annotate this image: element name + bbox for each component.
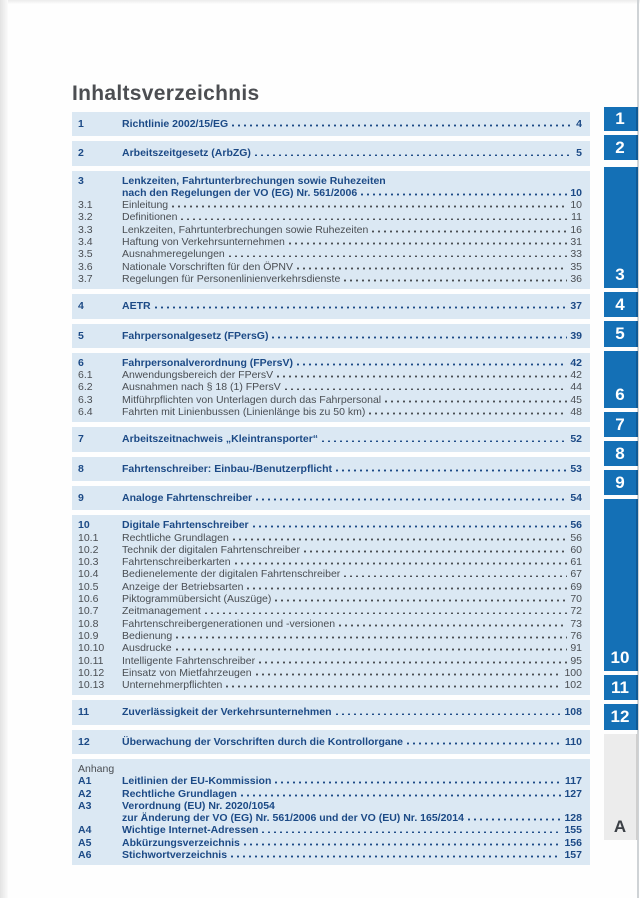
dot-leader: [174, 643, 568, 651]
toc-row: [78, 492, 582, 504]
toc-group: [72, 112, 590, 136]
toc-row: [78, 381, 582, 393]
toc-row: [78, 175, 582, 200]
page-number: 128: [564, 812, 582, 825]
toc-group: [72, 486, 590, 510]
chapter-tab-3: 3: [604, 167, 638, 288]
toc-entry: [122, 236, 582, 248]
dot-leader: [370, 225, 567, 233]
toc-row: [78, 261, 582, 273]
toc-row: [78, 300, 582, 312]
entry-title: Haftung von Verkehrsunternehmen: [122, 236, 285, 249]
entry-title: Rechtliche Grundlagen: [122, 787, 237, 800]
page-number: 95: [570, 654, 582, 667]
toc-group: [72, 457, 590, 481]
dot-leader: [245, 582, 567, 590]
entry-title: Rechtliche Grundlagen: [122, 531, 229, 544]
chapter-tab-8: 8: [604, 441, 638, 466]
chapter-number: 10.5: [78, 580, 99, 593]
page-number: 42: [570, 356, 582, 369]
chapter-tab-12: 12: [604, 704, 638, 730]
entry-title: Fahrtenschreiber: Einbau-/Benutzerpflicht: [122, 462, 333, 475]
toc-entry: [122, 849, 582, 861]
toc-entry: [122, 736, 582, 748]
toc-row: [78, 605, 582, 617]
entry-title: Fahrpersonalgesetz (FPersG): [122, 329, 269, 342]
chapter-number: 11: [78, 706, 90, 719]
toc-entry: [122, 224, 582, 236]
dot-leader: [230, 119, 573, 127]
page-number: 37: [570, 300, 582, 313]
chapter-number: 10.13: [78, 679, 105, 692]
entry-title: Fahrtenschreibergenerationen und -versionen: [122, 617, 336, 630]
chapter-number: 3.3: [78, 223, 93, 236]
chapter-tab-2: 2: [604, 135, 638, 160]
toc-group: [72, 700, 590, 724]
toc-row: [78, 679, 582, 691]
entry-title: Nationale Vorschriften für den ÖPNV: [122, 260, 294, 273]
dot-leader: [251, 520, 568, 528]
chapter-number: 3.6: [78, 260, 93, 273]
dot-leader: [260, 825, 561, 833]
dot-leader: [342, 569, 567, 577]
toc-entry: [122, 406, 582, 418]
chapter-tab-5: 5: [604, 321, 638, 347]
chapter-number: 10.2: [78, 543, 99, 556]
page-title: Inhaltsverzeichnis: [72, 82, 260, 105]
page-number: 155: [564, 824, 582, 837]
chapter-number: 12: [78, 735, 90, 748]
toc-row: [78, 118, 582, 130]
page-number: 48: [570, 406, 582, 419]
page-number: 54: [570, 491, 582, 504]
dot-leader: [203, 606, 568, 614]
dot-leader: [242, 838, 562, 846]
toc-row: [78, 147, 582, 159]
toc-group: [72, 515, 590, 695]
entry-title: AETR: [122, 300, 151, 313]
toc-groups: [72, 112, 590, 865]
page-number: 70: [570, 593, 582, 606]
chapter-number: A2: [78, 787, 92, 800]
dot-leader: [295, 262, 567, 270]
dot-leader: [257, 656, 567, 664]
page-number: 67: [570, 568, 582, 581]
entry-title: Ausnahmen nach § 18 (1) FPersV: [122, 381, 281, 394]
entry-title: Intelligente Fahrtenschreiber: [122, 654, 256, 667]
toc-entry: [122, 381, 582, 393]
toc-entry: [122, 544, 582, 556]
toc-row: [78, 849, 582, 861]
entry-title: Anzeige der Betriebsarten: [122, 580, 244, 593]
page-number: 61: [570, 556, 582, 569]
page-number: 100: [564, 666, 582, 679]
toc-row: [78, 199, 582, 211]
toc-row: [78, 273, 582, 285]
chapter-number: 2: [78, 147, 84, 160]
dot-leader: [334, 464, 567, 472]
page-number: 33: [570, 248, 582, 261]
dot-leader: [342, 274, 567, 282]
dot-leader: [227, 249, 568, 257]
dot-leader: [170, 200, 567, 208]
toc-row: [78, 642, 582, 654]
toc-entry: [122, 642, 582, 654]
toc-row: [78, 211, 582, 223]
chapter-number: 6.1: [78, 369, 93, 382]
chapter-number: 10.8: [78, 617, 99, 630]
toc-entry: [122, 248, 582, 260]
toc-row: [78, 433, 582, 445]
page-number: 56: [570, 519, 582, 532]
entry-title: Unternehmerpflichten: [122, 679, 223, 692]
page-number: 60: [570, 543, 582, 556]
table-of-contents: [72, 83, 590, 870]
dot-leader: [302, 545, 567, 553]
toc-entry: [122, 775, 582, 787]
entry-title: Definitionen: [122, 211, 178, 224]
entry-title: Leitlinien der EU-Kommission: [122, 775, 272, 788]
chapter-tab-7: 7: [604, 412, 638, 437]
page-edge-line: [637, 0, 639, 898]
chapter-number: 10.9: [78, 629, 99, 642]
toc-entry: [122, 433, 582, 445]
toc-row: [78, 706, 582, 718]
chapter-number: 3.1: [78, 199, 93, 212]
page-number: 157: [564, 849, 582, 862]
toc-entry: [122, 357, 582, 369]
chapter-number: 6.3: [78, 393, 93, 406]
chapter-number: 10.7: [78, 605, 99, 618]
chapter-number: 10.1: [78, 531, 99, 544]
dot-leader: [239, 789, 562, 797]
toc-row: [78, 532, 582, 544]
dot-leader: [287, 237, 567, 245]
entry-title: Mitführpflichten von Unterlagen durch das Fahrpersonal: [122, 393, 382, 406]
chapter-number: 3: [78, 174, 84, 187]
chapter-number: 10.10: [78, 642, 105, 655]
page-number: 91: [570, 642, 582, 655]
toc-entry: [122, 394, 582, 406]
anhang-label: Anhang: [78, 762, 115, 775]
chapter-tab-9: 9: [604, 470, 638, 495]
chapter-tab-1: 1: [604, 107, 638, 131]
chapter-number: A1: [78, 775, 92, 788]
toc-entry: [122, 199, 582, 211]
entry-title: Fahrtenschreiberkarten: [122, 556, 231, 569]
entry-title: Lenkzeiten, Fahrtunterbrechungen sowie Ruhezeiten: [122, 223, 369, 236]
toc-row: [78, 775, 582, 787]
entry-title: Piktogrammübersicht (Auszüge): [122, 593, 272, 606]
chapter-number: 8: [78, 462, 84, 475]
entry-title: Wichtige Internet-Adressen: [122, 824, 259, 837]
page-number: 16: [570, 223, 582, 236]
entry-title: Digitale Fahrtenschreiber: [122, 519, 249, 532]
toc-entry: [122, 369, 582, 381]
dot-leader: [359, 188, 567, 196]
page-number: 5: [576, 147, 582, 160]
page-number: 10: [570, 186, 582, 199]
entry-title: Bedienung: [122, 629, 173, 642]
toc-entry: [122, 261, 582, 273]
page-number: 76: [570, 629, 582, 642]
chapter-number: 6.4: [78, 406, 93, 419]
toc-row: [78, 800, 582, 825]
chapter-number: 3.5: [78, 248, 93, 261]
entry-title: Technik der digitalen Fahrtenschreiber: [122, 543, 301, 556]
chapter-tab-a: A: [604, 734, 638, 840]
chapter-number: 10.12: [78, 666, 105, 679]
toc-group: [72, 427, 590, 451]
entry-title: Analoge Fahrtenschreiber: [122, 491, 253, 504]
toc-entry: [122, 300, 582, 312]
toc-row: [78, 519, 582, 531]
chapter-tab-6: 6: [604, 351, 638, 408]
toc-entry: [122, 655, 582, 667]
toc-entry: [122, 519, 582, 531]
toc-entry: [122, 463, 582, 475]
toc-row: [78, 618, 582, 630]
toc-row: [78, 736, 582, 748]
page-number: 73: [570, 617, 582, 630]
dot-leader: [224, 680, 561, 688]
dot-leader: [383, 395, 567, 403]
page-number: 52: [570, 433, 582, 446]
page-number: 156: [564, 836, 582, 849]
entry-title: Anwendungsbereich der FPersV: [122, 369, 274, 382]
chapter-number: 10.11: [78, 654, 104, 667]
toc-entry: [122, 556, 582, 568]
toc-entry: [122, 175, 582, 200]
entry-title: Bedienelemente der digitalen Fahrtenschreiber: [122, 568, 341, 581]
toc-row: [78, 406, 582, 418]
chapter-number: 10.4: [78, 568, 99, 581]
page-number: 10: [570, 199, 582, 212]
toc-entry: [122, 273, 582, 285]
page-number: 42: [570, 369, 582, 382]
toc-entry: [122, 706, 582, 718]
toc-row: [78, 556, 582, 568]
dot-leader: [174, 631, 567, 639]
toc-entry: [122, 788, 582, 800]
chapter-number: 7: [78, 433, 84, 446]
entry-title: zur Änderung der VO (EG) Nr. 561/2006 und der VO (EU) Nr. 165/2014: [122, 812, 464, 825]
dot-leader: [337, 619, 567, 627]
toc-entry: [122, 618, 582, 630]
toc-row: [78, 824, 582, 836]
toc-group: [72, 730, 590, 754]
dot-leader: [253, 148, 573, 156]
entry-title: Zuverlässigkeit der Verkehrsunternehmen: [122, 706, 332, 719]
toc-group: [72, 353, 590, 422]
toc-row: [78, 630, 582, 642]
dot-leader: [254, 493, 567, 501]
toc-row: [78, 568, 582, 580]
entry-title: Zeitmanagement: [122, 605, 201, 618]
chapter-tab-11: 11: [604, 675, 638, 700]
dot-leader: [153, 301, 568, 309]
page-number: 31: [570, 236, 582, 249]
page-number: 4: [576, 118, 582, 130]
toc-row: [78, 224, 582, 236]
page-number: 69: [570, 580, 582, 593]
entry-title: Verordnung (EU) Nr. 2020/1054: [122, 799, 275, 812]
chapter-number: A3: [78, 799, 92, 812]
chapter-number: 10.3: [78, 556, 99, 569]
toc-group: [72, 171, 590, 290]
chapter-tab-4: 4: [604, 292, 638, 317]
toc-row: [78, 593, 582, 605]
toc-entry: [122, 492, 582, 504]
toc-row: [78, 394, 582, 406]
dot-leader: [275, 370, 567, 378]
entry-title: Lenkzeiten, Fahrtunterbrechungen sowie Ruhezeiten: [122, 174, 386, 187]
toc-row: [78, 369, 582, 381]
toc-entry: [122, 568, 582, 580]
chapter-number: A4: [78, 824, 92, 837]
chapter-number: 6: [78, 356, 84, 369]
dot-leader: [405, 737, 562, 745]
page-number: 35: [570, 260, 582, 273]
toc-row: [78, 655, 582, 667]
page-number: 117: [565, 775, 582, 788]
page-number: 102: [564, 679, 582, 692]
page-number: 72: [570, 605, 582, 618]
toc-entry: [122, 330, 582, 342]
entry-title: Fahrten mit Linienbussen (Linienlänge bis zu 50 km): [122, 406, 366, 419]
toc-row: [78, 248, 582, 260]
chapter-number: 3.2: [78, 211, 93, 224]
entry-title: Ausdrucke: [122, 642, 172, 655]
entry-title: Abkürzungsverzeichnis: [122, 836, 240, 849]
chapter-number: 6.2: [78, 381, 93, 394]
page-number: 110: [565, 735, 582, 748]
toc-row: [78, 788, 582, 800]
chapter-number: 10.6: [78, 593, 99, 606]
dot-leader: [273, 594, 567, 602]
chapter-number: 5: [78, 329, 84, 342]
toc-entry: [122, 147, 582, 159]
dot-leader: [270, 331, 567, 339]
entry-title: Arbeitszeitgesetz (ArbZG): [122, 147, 251, 160]
dot-leader: [231, 533, 567, 541]
dot-leader: [273, 776, 562, 784]
toc-group: [72, 141, 590, 165]
chapter-number: 3.4: [78, 236, 93, 249]
dot-leader: [283, 382, 568, 390]
page-number: 56: [570, 531, 582, 544]
chapter-number: A5: [78, 836, 92, 849]
toc-entry: [122, 824, 582, 836]
entry-title: Ausnahmeregelungen: [122, 248, 225, 261]
entry-title: Überwachung der Vorschriften durch die Kontrollorgane: [122, 735, 404, 748]
chapter-number: 1: [78, 118, 84, 130]
toc-entry: [122, 581, 582, 593]
toc-entry: [122, 118, 582, 130]
entry-title: Stichwortverzeichnis: [122, 849, 228, 862]
toc-row: [78, 581, 582, 593]
toc-group: [72, 759, 590, 865]
toc-row: [78, 236, 582, 248]
entry-title: Fahrpersonalverordnung (FPersV): [122, 356, 293, 369]
toc-entry: [122, 605, 582, 617]
page-number: 127: [564, 787, 582, 800]
toc-entry: [122, 630, 582, 642]
chapter-number: 3.7: [78, 272, 93, 285]
entry-title: Arbeitszeitnachweis „Kleintransporter“: [122, 433, 319, 446]
page-number: 39: [570, 329, 582, 342]
toc-entry: [122, 679, 582, 691]
entry-title: Einsatz von Mietfahrzeugen: [122, 666, 252, 679]
page-number: 36: [570, 272, 582, 285]
toc-row: [78, 667, 582, 679]
chapter-number: 4: [78, 300, 84, 313]
toc-entry: [122, 667, 582, 679]
dot-leader: [466, 813, 562, 821]
chapter-number: A6: [78, 849, 92, 862]
toc-group: [72, 294, 590, 318]
page-number: 44: [570, 381, 582, 394]
dot-leader: [229, 850, 561, 858]
dot-leader: [367, 407, 567, 415]
dot-leader: [295, 358, 567, 366]
toc-entry: [122, 800, 582, 825]
scan-edge-top: [0, 0, 640, 4]
page-number: 45: [570, 393, 582, 406]
toc-entry: [122, 837, 582, 849]
toc-entry: [122, 532, 582, 544]
toc-row: [78, 357, 582, 369]
chapter-number: 9: [78, 491, 84, 504]
dot-leader: [320, 434, 567, 442]
dot-leader: [179, 212, 568, 220]
toc-row: [78, 544, 582, 556]
dot-leader: [254, 668, 562, 676]
entry-title: Einleitung: [122, 199, 169, 212]
page-number: 53: [570, 462, 582, 475]
toc-row: [78, 837, 582, 849]
toc-entry: [122, 211, 582, 223]
toc-group: [72, 324, 590, 348]
dot-leader: [334, 707, 562, 715]
toc-entry: [122, 593, 582, 605]
scan-edge-left: [0, 0, 8, 898]
entry-title: Richtlinie 2002/15/EG: [122, 118, 229, 130]
dot-leader: [233, 557, 568, 565]
toc-row: [78, 330, 582, 342]
chapter-tab-10: 10: [604, 499, 638, 671]
entry-title: nach den Regelungen der VO (EG) Nr. 561/2006: [122, 186, 358, 199]
chapter-number: 10: [78, 519, 90, 532]
page-number: 11: [571, 211, 582, 224]
toc-row: [78, 463, 582, 475]
entry-title: Regelungen für Personenlinienverkehrsdienste: [122, 272, 341, 285]
page-number: 108: [564, 706, 582, 719]
